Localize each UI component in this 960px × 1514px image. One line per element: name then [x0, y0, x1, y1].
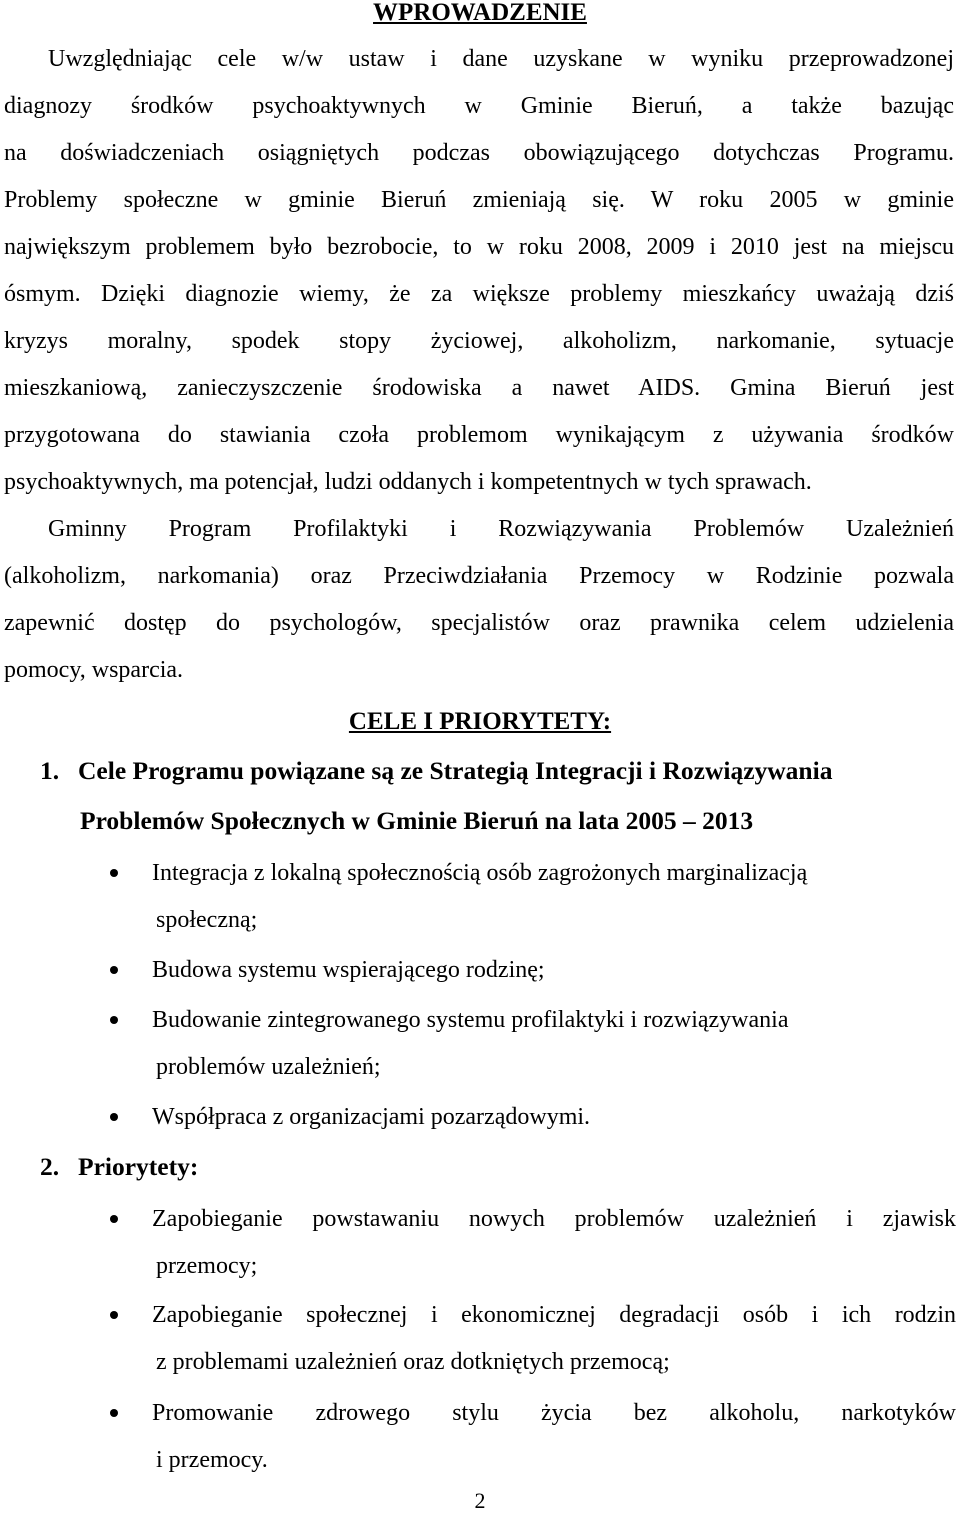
bullet-text-cont: z problemami uzależnień oraz dotkniętych przemocą; — [156, 1349, 670, 1375]
bullet-dot-icon — [110, 1409, 118, 1417]
bullet-text-cont: problemów uzależnień; — [156, 1054, 381, 1080]
paragraph-line: kryzys moralny, spodek stopy życiowej, alkoholizm, narkomanie, sytuacje — [4, 328, 954, 354]
paragraph-line: największym problemem było bezrobocie, to w roku 2008, 2009 i 2010 jest na miejscu — [4, 234, 954, 260]
paragraph-line: pomocy, wsparcia. — [4, 657, 184, 683]
section-1-heading — [40, 755, 940, 787]
section-2-heading — [40, 1151, 440, 1183]
bullet-text: Budowa systemu wspierającego rodzinę; — [152, 957, 545, 983]
paragraph-line: (alkoholizm, narkomania) oraz Przeciwdziałania Przemocy w Rodzinie pozwala — [4, 563, 954, 589]
bullet-text: Współpraca z organizacjami pozarządowymi. — [152, 1104, 591, 1130]
section-2-title: Priorytety: — [78, 1152, 199, 1181]
paragraph-line: Gminny Program Profilaktyki i Rozwiązywania Problemów Uzależnień — [48, 516, 954, 542]
section-2-number: 2. — [40, 1152, 60, 1181]
paragraph-line: na doświadczeniach osiągniętych podczas obowiązującego dotychczas Programu. — [4, 140, 954, 166]
page-number: 2 — [474, 1488, 486, 1513]
paragraph-line: Problemy społeczne w gminie Bieruń zmieniają się. W roku 2005 w gminie — [4, 187, 954, 213]
bullet-text: Promowanie zdrowego stylu życia bez alkoholu, narkotyków — [152, 1400, 956, 1426]
bullet-dot-icon — [110, 1215, 118, 1223]
bullet-text: Zapobieganie społecznej i ekonomicznej degradacji osób i ich rodzin — [152, 1302, 956, 1328]
goals-heading: CELE I PRIORYTETY: — [348, 708, 612, 735]
paragraph-line: ósmym. Dzięki diagnozie wiemy, że za większe problemy mieszkańcy uważają dziś — [4, 281, 954, 307]
intro-heading: WPROWADZENIE — [373, 0, 587, 26]
paragraph-line: diagnozy środków psychoaktywnych w Gminie Bieruń, a także bazując — [4, 93, 954, 119]
bullet-dot-icon — [110, 966, 118, 974]
bullet-dot-icon — [110, 869, 118, 877]
bullet-text: Zapobieganie powstawaniu nowych problemów uzależnień i zjawisk — [152, 1206, 956, 1232]
bullet-text: Integracja z lokalną społecznością osób zagrożonych marginalizacją — [152, 860, 808, 886]
bullet-dot-icon — [110, 1113, 118, 1121]
paragraph-line: zapewnić dostęp do psychologów, specjalistów oraz prawnika celem udzielenia — [4, 610, 954, 636]
section-1-heading-cont — [42, 805, 942, 837]
paragraph-line: przygotowana do stawiania czoła problemom wynikającym z używania środków — [4, 422, 954, 448]
section-1-number: 1. — [40, 756, 60, 785]
bullet-text-cont: i przemocy. — [156, 1447, 268, 1473]
bullet-text-cont: społeczną; — [156, 907, 258, 933]
bullet-dot-icon — [110, 1016, 118, 1024]
bullet-dot-icon — [110, 1311, 118, 1319]
section-1-title-line: Problemów Społecznych w Gminie Bieruń na lata 2005 – 2013 — [80, 806, 754, 835]
paragraph-line: Uwzględniając cele w/w ustaw i dane uzyskane w wyniku przeprowadzonej — [48, 46, 954, 72]
bullet-text: Budowanie zintegrowanego systemu profilaktyki i rozwiązywania — [152, 1007, 789, 1033]
bullet-text-cont: przemocy; — [156, 1253, 258, 1279]
paragraph-line: mieszkaniową, zanieczyszczenie środowiska a nawet AIDS. Gmina Bieruń jest — [4, 375, 954, 401]
paragraph-line: psychoaktywnych, ma potencjał, ludzi oddanych i kompetentnych w tych sprawach. — [4, 469, 812, 495]
section-1-title-line: Cele Programu powiązane są ze Strategią Integracji i Rozwiązywania — [78, 756, 833, 785]
